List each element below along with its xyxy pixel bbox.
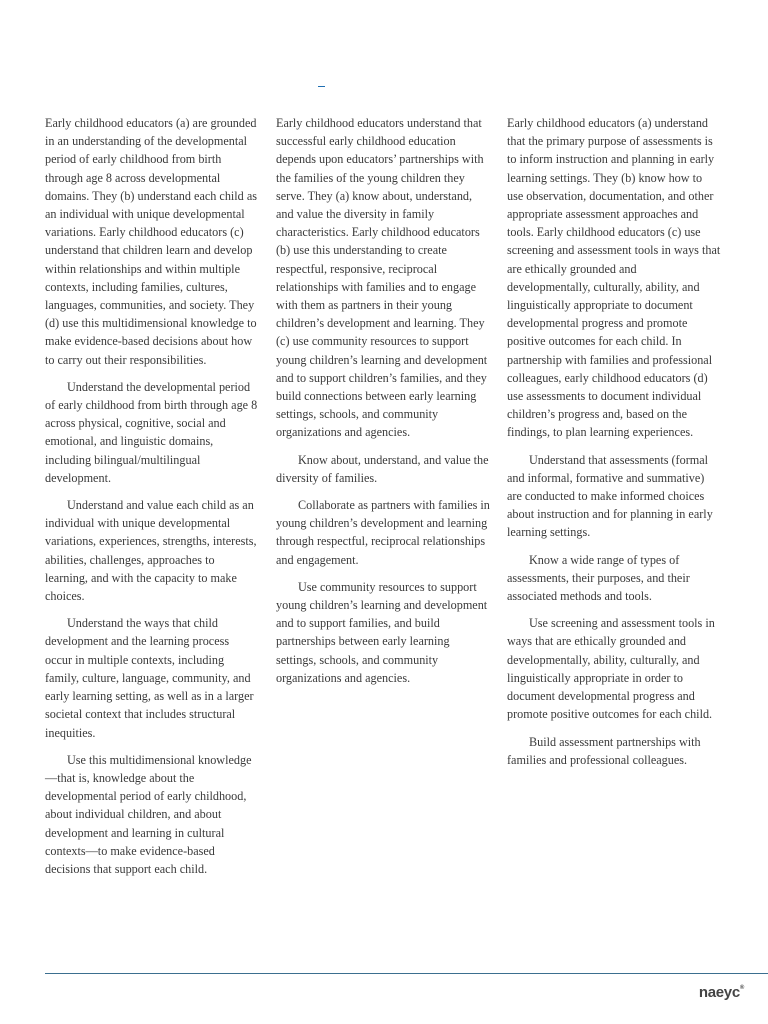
column-1-item-4: Use this multidimensional knowledge—that is, knowledge about the developmental period of early childhood, about individual children, and about development and learning in cultural contexts—to make evidence-based decisions that support each child. — [45, 752, 252, 876]
column-3-item-2: Know a wide range of types of assessments, their purposes, and their associated methods and tools. — [507, 552, 690, 604]
column-3-item-4: Build assessment partnerships with families and professional colleagues. — [507, 734, 701, 767]
column-1-item-3: Understand the ways that child development and the learning process occur in multiple contexts, including family, culture, language, community, and early learning setting, as well as in a larger societal context that includes structural inequities. — [45, 616, 254, 740]
column-2-item-2: Collaborate as partners with families in young children’s development and learning through respectful, reciprocal relationships and engagement. — [276, 498, 490, 567]
column-family-partnerships — [276, 114, 490, 696]
header-accent-dash — [318, 86, 325, 87]
column-2-item-3: Use community resources to support young children’s learning and development and to support families, and build partnerships between early learning settings, schools, and community organizations and agencies. — [276, 579, 488, 685]
registered-mark: ® — [739, 985, 744, 991]
column-3-item-1: Understand that assessments (formal and informal, formative and summative) are conducted to make informed choices about instruction and for planning in early learning settings. — [507, 452, 713, 540]
column-1-intro: Early childhood educators (a) are grounded in an understanding of the developmental period of early childhood from birth through age 8 across developmental domains. They (b) understand each child as an individual with unique developmental variations. Early childhood educators (c) understand that children learn and develop within relationships and within multiple contexts, including families, cultures, languages, communities, and society. They (d) use this multidimensional knowledge to make evidence-based decisions about how to carry out their responsibilities. — [45, 116, 257, 367]
footer-divider — [45, 973, 768, 974]
column-1-item-1: Understand the developmental period of early childhood from birth through age 8 across physical, cognitive, social and emotional, and linguistic domains, including bilingual/multilingual development. — [45, 379, 258, 485]
column-2-intro: Early childhood educators understand that successful early childhood education depends upon educators’ partnerships with the families of the young children they serve. They (a) know about, understand, and value the diversity in family characteristics. Early childhood educators (b) use this understanding to create respectful, responsive, reciprocal relationships with families and to engage with them as partners in their young children’s development and learning. They (c) use community resources to support young children’s learning and development and to support children’s families, and they build connections between early learning settings, schools, and community organizations and agencies. — [276, 116, 488, 440]
column-child-development — [45, 114, 259, 887]
column-1-item-2: Understand and value each child as an individual with unique developmental variations, experiences, strengths, interests, abilities, challenges, approaches to learning, and with the capacity to make choices. — [45, 498, 257, 604]
naeyc-logo-text: naeyc — [698, 984, 740, 1001]
column-3-item-3: Use screening and assessment tools in ways that are ethically grounded and developmentally, ability, culturally, and linguistically appropriate in order to document developmental progress and promote positive outcomes for each child. — [507, 616, 715, 722]
naeyc-logo — [699, 984, 744, 1001]
column-assessment — [507, 114, 721, 778]
column-3-intro: Early childhood educators (a) understand that the primary purpose of assessments is to inform instruction and planning in early learning settings. They (b) know how to use observation, documentation, and other appropriate assessment approaches and tools. Early childhood educators (c) use screening and assessment tools in ways that are ethically grounded and developmentally, culturally, ability, and linguistically appropriate to document developmental progress and promote positive outcomes for each child. In partnership with families and professional colleagues, early childhood educators (d) use assessments to document individual children’s progress and, based on the findings, to plan learning experiences. — [507, 116, 721, 440]
column-2-item-1: Know about, understand, and value the diversity of families. — [276, 452, 489, 485]
